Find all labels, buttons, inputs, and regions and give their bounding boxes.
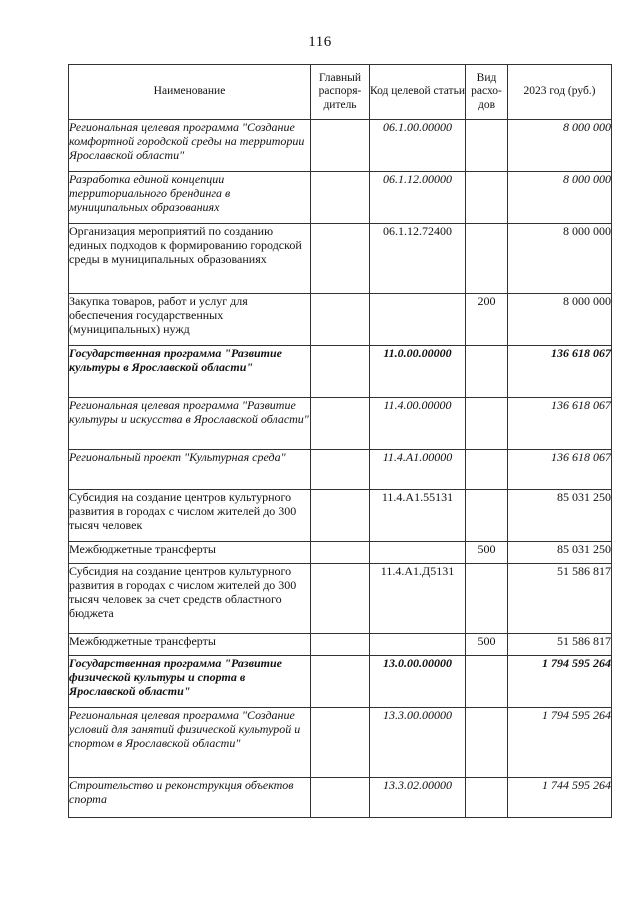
row-code-cell: 06.1.12.00000 [370, 172, 466, 224]
row-amount-cell: 1 794 595 264 [508, 708, 612, 778]
row-amount-cell: 8 000 000 [508, 224, 612, 294]
row-admin-cell [311, 708, 370, 778]
row-admin-cell [311, 172, 370, 224]
row-amount-cell: 8 000 000 [508, 294, 612, 346]
row-type-cell [466, 346, 508, 398]
header-amount: 2023 год (руб.) [508, 65, 612, 120]
table-row [69, 346, 612, 398]
row-name-cell: Государственная программа "Развитие культуры в Ярославской области" [69, 346, 311, 398]
row-admin-cell [311, 656, 370, 708]
row-name-cell: Субсидия на создание центров культурного развития в городах с числом жителей до 300 тысяч человек [69, 490, 311, 542]
row-type-cell [466, 450, 508, 490]
table-row [69, 490, 612, 542]
budget-table [68, 64, 612, 818]
row-name-cell: Региональная целевая программа "Развитие культуры и искусства в Ярославской области" [69, 398, 311, 450]
row-admin-cell [311, 634, 370, 656]
table-row [69, 634, 612, 656]
row-code-cell: 11.4.A1.00000 [370, 450, 466, 490]
row-name-cell: Региональная целевая программа "Создание условий для занятий физической культурой и спортом в Ярославской области" [69, 708, 311, 778]
table-row [69, 172, 612, 224]
row-code-cell: 11.4.A1.55131 [370, 490, 466, 542]
row-code-cell [370, 294, 466, 346]
row-admin-cell [311, 564, 370, 634]
row-name-cell: Организация мероприятий по созданию единых подходов к формированию городской среды в муниципальных образованиях [69, 224, 311, 294]
table-row [69, 778, 612, 818]
row-type-cell: 200 [466, 294, 508, 346]
row-amount-cell: 85 031 250 [508, 490, 612, 542]
table-row [69, 564, 612, 634]
table-row [69, 656, 612, 708]
row-type-cell [466, 778, 508, 818]
row-type-cell [466, 120, 508, 172]
table-row [69, 542, 612, 564]
page-number: 116 [308, 34, 332, 50]
row-code-cell: 06.1.00.00000 [370, 120, 466, 172]
row-admin-cell [311, 450, 370, 490]
row-name-cell: Строительство и реконструкция объектов спорта [69, 778, 311, 818]
row-admin-cell [311, 294, 370, 346]
row-amount-cell: 51 586 817 [508, 564, 612, 634]
row-admin-cell [311, 398, 370, 450]
table-header-row [69, 65, 612, 120]
row-code-cell: 11.0.00.00000 [370, 346, 466, 398]
row-code-cell: 11.4.00.00000 [370, 398, 466, 450]
header-admin: Главный распоря-дитель [311, 65, 370, 120]
row-amount-cell: 51 586 817 [508, 634, 612, 656]
row-type-cell [466, 490, 508, 542]
row-type-cell [466, 224, 508, 294]
row-amount-cell: 136 618 067 [508, 346, 612, 398]
row-type-cell [466, 398, 508, 450]
row-type-cell: 500 [466, 634, 508, 656]
row-amount-cell: 8 000 000 [508, 172, 612, 224]
table-row [69, 708, 612, 778]
row-name-cell: Региональная целевая программа "Создание комфортной городской среды на территории Ярославской области" [69, 120, 311, 172]
row-name-cell: Региональный проект "Культурная среда" [69, 450, 311, 490]
row-amount-cell: 8 000 000 [508, 120, 612, 172]
row-admin-cell [311, 224, 370, 294]
row-code-cell: 06.1.12.72400 [370, 224, 466, 294]
row-name-cell: Межбюджетные трансферты [69, 634, 311, 656]
row-name-cell: Разработка единой концепции территориального брендинга в муниципальных образованиях [69, 172, 311, 224]
table-row [69, 224, 612, 294]
row-code-cell [370, 542, 466, 564]
row-code-cell [370, 634, 466, 656]
row-type-cell: 500 [466, 542, 508, 564]
row-admin-cell [311, 120, 370, 172]
row-type-cell [466, 708, 508, 778]
row-name-cell: Закупка товаров, работ и услуг для обеспечения государственных (муниципальных) нужд [69, 294, 311, 346]
row-name-cell: Субсидия на создание центров культурного развития в городах с числом жителей до 300 тысяч человек за счет средств областного бюджета [69, 564, 311, 634]
row-code-cell: 13.3.02.00000 [370, 778, 466, 818]
row-admin-cell [311, 490, 370, 542]
row-name-cell: Государственная программа "Развитие физической культуры и спорта в Ярославской области" [69, 656, 311, 708]
row-code-cell: 11.4.A1.Д5131 [370, 564, 466, 634]
header-name: Наименование [69, 65, 311, 120]
row-admin-cell [311, 346, 370, 398]
header-code: Код целевой статьи [370, 65, 466, 120]
row-admin-cell [311, 542, 370, 564]
row-type-cell [466, 172, 508, 224]
row-code-cell: 13.3.00.00000 [370, 708, 466, 778]
row-admin-cell [311, 778, 370, 818]
table-row [69, 450, 612, 490]
table-row [69, 294, 612, 346]
header-type: Вид расхо-дов [466, 65, 508, 120]
row-amount-cell: 1 794 595 264 [508, 656, 612, 708]
row-type-cell [466, 564, 508, 634]
row-name-cell: Межбюджетные трансферты [69, 542, 311, 564]
row-type-cell [466, 656, 508, 708]
row-amount-cell: 1 744 595 264 [508, 778, 612, 818]
row-amount-cell: 85 031 250 [508, 542, 612, 564]
row-code-cell: 13.0.00.00000 [370, 656, 466, 708]
row-amount-cell: 136 618 067 [508, 450, 612, 490]
row-amount-cell: 136 618 067 [508, 398, 612, 450]
table-row [69, 120, 612, 172]
table-row [69, 398, 612, 450]
table-body [69, 120, 612, 818]
